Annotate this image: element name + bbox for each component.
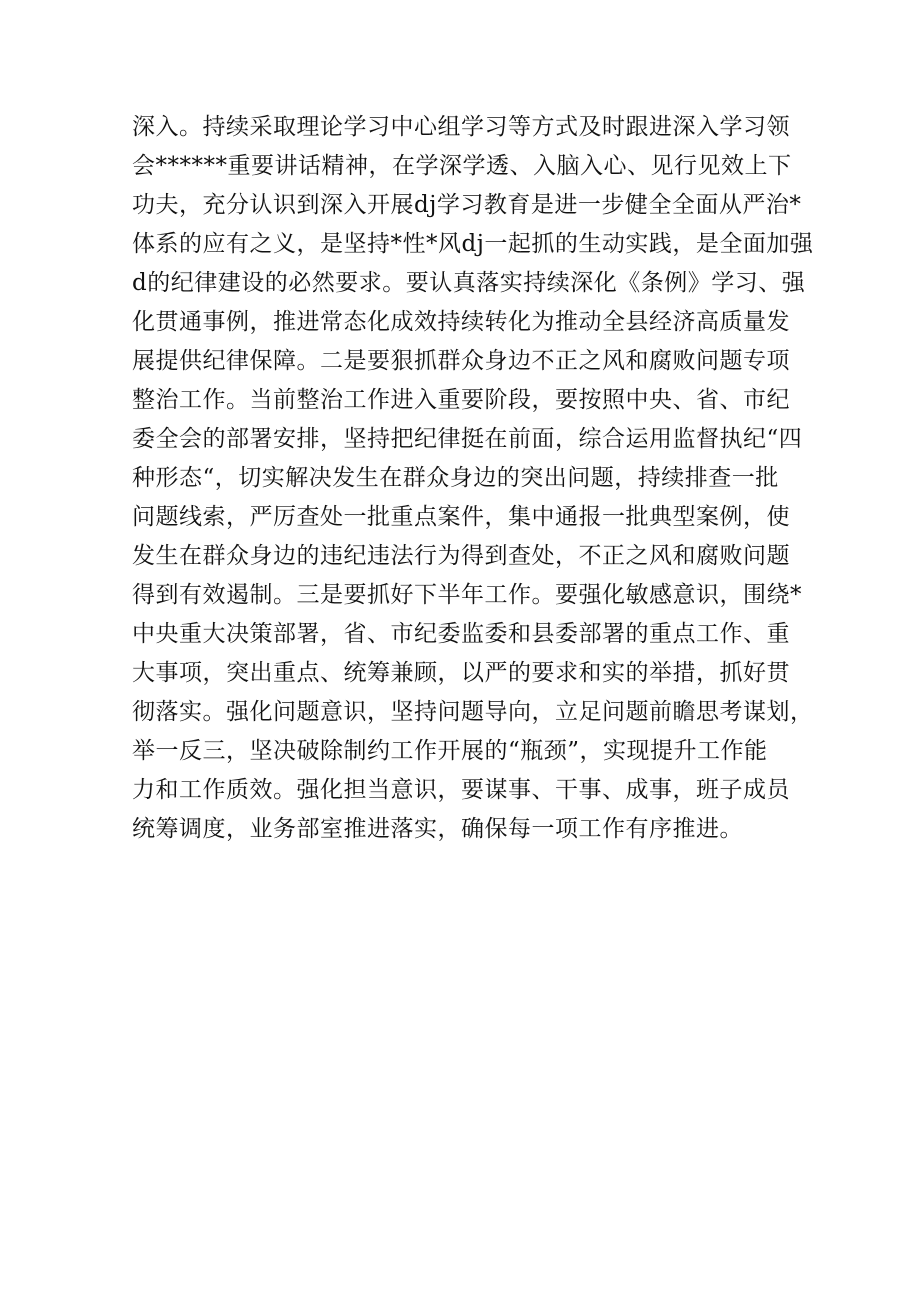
paragraph-line: 统筹调度，业务部室推进落实，确保每一项工作有序推进。 [132,816,743,842]
paragraph-line: 发生在群众身边的违纪违法行为得到查处，不正之风和腐败问题 [132,543,790,569]
paragraph-line: 彻落实。强化问题意识，坚持问题导向，立足问题前瞻思考谋划， [132,699,814,725]
paragraph-line: d的纪律建设的必然要求。要认真落实持续深化《条例》学习、强 [132,270,806,296]
paragraph-line: 体系的应有之义，是坚持*性*风dj一起抓的生动实践，是全面加强 [132,231,814,257]
paragraph-line: 深入。持续采取理论学习中心组学习等方式及时跟进深入学习领 [132,114,790,140]
paragraph-line: 化贯通事例，推进常态化成效持续转化为推动全县经济高质量发 [132,309,790,335]
paragraph-line: 问题线索，严厉查处一批重点案件，集中通报一批典型案例，使 [132,504,790,530]
paragraph-line: 举一反三，坚决破除制约工作开展的“瓶颈”，实现提升工作能 [132,738,768,764]
paragraph-line: 展提供纪律保障。二是要狠抓群众身边不正之风和腐败问题专项 [132,348,790,374]
paragraph-line: 种形态“，切实解决发生在群众身边的突出问题，持续排查一批 [132,465,779,491]
paragraph-line: 整治工作。当前整治工作进入重要阶段，要按照中央、省、市纪 [132,387,790,413]
paragraph-line: 中央重大决策部署，省、市纪委监委和县委部署的重点工作、重 [132,621,790,647]
paragraph-line: 力和工作质效。强化担当意识，要谋事、干事、成事，班子成员 [132,777,790,803]
paragraph-line: 委全会的部署安排，坚持把纪律挺在前面，综合运用监督执纪“四 [132,426,803,452]
paragraph-line: 功夫，充分认识到深入开展dj学习教育是进一步健全全面从严治* [132,192,802,218]
paragraph-line: 大事项，突出重点、统筹兼顾，以严的要求和实的举措，抓好贯 [132,660,790,686]
body-paragraph [132,108,814,849]
paragraph-line: 会******重要讲话精神，在学深学透、入脑入心、见行见效上下 [132,153,792,179]
paragraph-line: 得到有效遏制。三是要抓好下半年工作。要强化敏感意识，围绕* [132,582,802,608]
